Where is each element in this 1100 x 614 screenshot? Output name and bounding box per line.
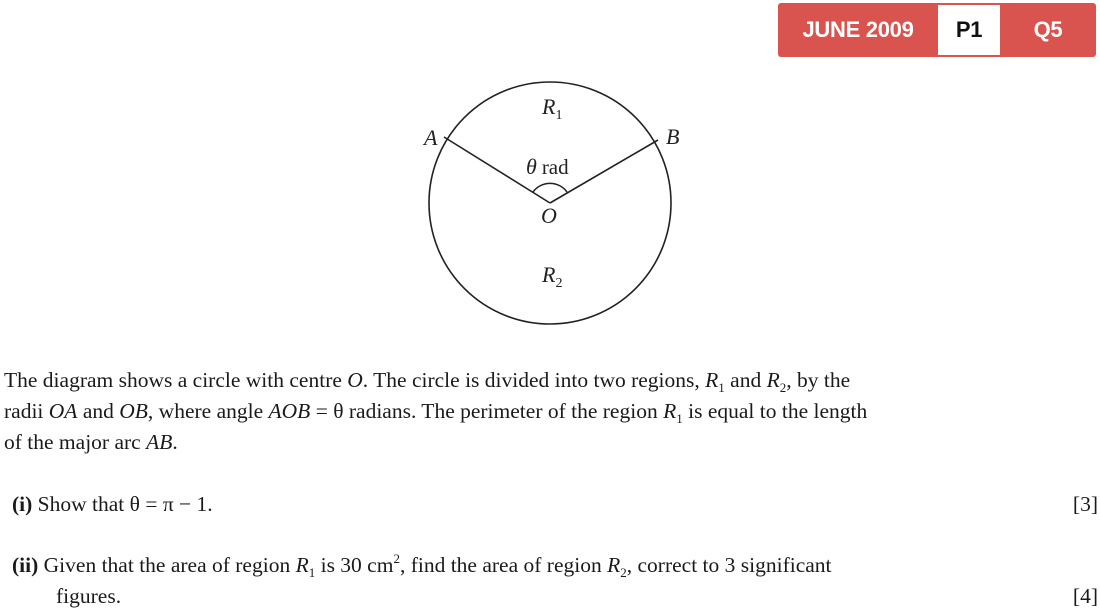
- part-i-text: Show that θ = π − 1.: [37, 492, 213, 516]
- centre-o-label: O: [541, 203, 557, 228]
- region-r1-label: R1: [542, 94, 563, 123]
- part-ii-label: (ii): [12, 553, 39, 577]
- part-ii-line-2: figures.: [56, 584, 122, 608]
- part-i-marks: [3]: [1072, 492, 1098, 516]
- paper-number-label: P1: [938, 3, 1000, 57]
- question-stem: [4, 365, 1098, 458]
- question-line-1: The diagram shows a circle with centre O. The circle is divided into two regions, $R_1$ and $R_2$, by the: [4, 368, 851, 395]
- part-i-label: (i): [12, 492, 33, 516]
- part-ii-line-1: (ii) Given that the area of region $R_1$ is 30 $cm^2$, find the area of region $R_2$, correct to 3 significant: [12, 551, 832, 580]
- region-r2-label: R2: [542, 262, 563, 291]
- exam-date-label: JUNE 2009: [778, 3, 938, 57]
- circle-diagram-svg: [380, 70, 720, 330]
- question-line-2: radii OA and OB, where angle AOB = θ radians. The perimeter of the region $R_1$ is equal to the length: [4, 399, 868, 426]
- angle-theta-label: θ rad: [526, 154, 569, 179]
- point-a-label: A: [424, 125, 438, 150]
- question-part-ii: [12, 550, 1098, 612]
- question-part-i: [12, 489, 1098, 520]
- question-number-label: Q5: [1000, 3, 1096, 57]
- exam-reference-badge: [778, 3, 1096, 57]
- angle-arc: [533, 183, 567, 192]
- point-b-label: B: [666, 124, 680, 149]
- question-line-3: of the major arc AB.: [4, 430, 178, 454]
- part-ii-marks: [4]: [1072, 584, 1098, 608]
- circle-diagram: [380, 70, 720, 330]
